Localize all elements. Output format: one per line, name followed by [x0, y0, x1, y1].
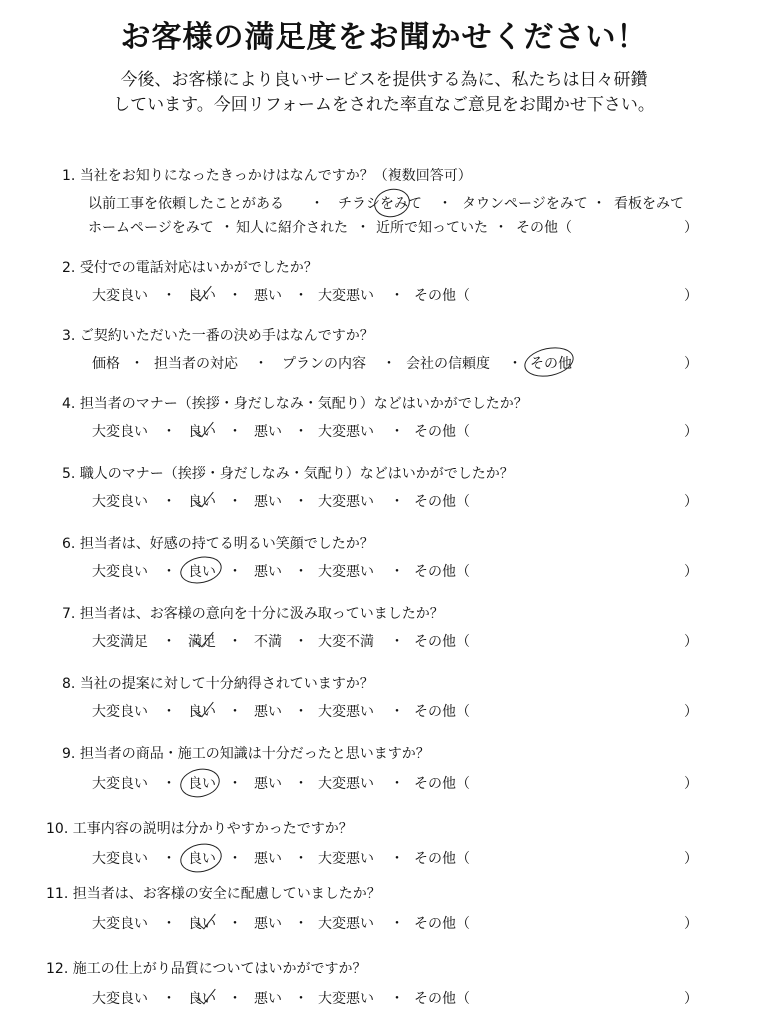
close-paren: ） — [684, 704, 698, 720]
question-number: 7. — [62, 606, 76, 622]
option-very-good[interactable]: 大変良い — [92, 776, 148, 792]
option-good[interactable]: 良い — [188, 424, 216, 440]
separator: ・ — [438, 196, 452, 212]
option-other[interactable]: その他 — [530, 356, 572, 372]
option-plan-content[interactable]: プランの内容 — [282, 356, 366, 372]
question-label: 当社の提案に対して十分納得されていますか？ — [79, 676, 374, 692]
close-paren: ） — [684, 634, 698, 650]
option-line — [0, 701, 768, 723]
option-good[interactable]: 良い — [188, 704, 216, 720]
close-paren: ） — [684, 220, 698, 236]
separator: ・ — [390, 424, 404, 440]
option-referral[interactable]: 知人に紹介された — [236, 220, 348, 236]
question-label: 担当者のマナー（挨拶・身だしなみ・気配り）などはいかがでしたか？ — [79, 396, 528, 412]
close-paren: ） — [684, 288, 698, 304]
separator: ・ — [390, 634, 404, 650]
option-other[interactable]: その他（ — [414, 916, 470, 932]
separator: ・ — [390, 851, 404, 867]
option-good[interactable]: 良い — [188, 916, 216, 932]
option-very-bad[interactable]: 大変悪い — [318, 916, 374, 932]
separator: ・ — [162, 634, 176, 650]
option-good[interactable]: 良い — [188, 851, 216, 867]
separator: ・ — [294, 916, 308, 932]
question-label: 当社をお知りになったきっかけはなんですか？（複数回答可） — [79, 168, 472, 184]
option-very-good[interactable]: 大変良い — [92, 916, 148, 932]
question-number: 2. — [62, 260, 76, 276]
close-paren: ） — [684, 564, 698, 580]
question-text — [46, 818, 353, 838]
option-other[interactable]: その他（ — [414, 564, 470, 580]
separator: ・ — [592, 196, 606, 212]
separator: ・ — [162, 288, 176, 304]
question-label: 職人のマナー（挨拶・身だしなみ・気配り）などはいかがでしたか？ — [79, 466, 514, 482]
option-bad[interactable]: 悪い — [254, 704, 282, 720]
page-title: お客様の満足度をお聞かせください！ — [120, 20, 648, 55]
separator: ・ — [294, 288, 308, 304]
separator: ・ — [228, 564, 242, 580]
separator: ・ — [294, 776, 308, 792]
close-paren: ） — [684, 356, 698, 372]
separator: ・ — [162, 916, 176, 932]
close-paren: ） — [684, 424, 698, 440]
question-text — [62, 165, 472, 185]
option-very-good[interactable]: 大変良い — [92, 288, 148, 304]
separator: ・ — [162, 494, 176, 510]
option-bad[interactable]: 悪い — [254, 424, 282, 440]
question-label: 工事内容の説明は分かりやすかったですか？ — [72, 821, 353, 837]
intro-line-2: しています。今回リフォームをされた率直なご意見をお聞かせ下さい。 — [113, 95, 655, 115]
option-signboard[interactable]: 看板をみて — [614, 196, 684, 212]
option-very-bad[interactable]: 大変悪い — [318, 288, 374, 304]
option-line — [0, 988, 768, 1010]
separator: ・ — [162, 704, 176, 720]
option-line — [0, 773, 768, 795]
option-line — [0, 631, 768, 653]
question-label: 受付での電話対応はいかがでしたか？ — [79, 260, 318, 276]
option-bad[interactable]: 悪い — [254, 776, 282, 792]
option-price[interactable]: 価格 — [92, 356, 120, 372]
separator: ・ — [130, 356, 144, 372]
question-number: 6. — [62, 536, 76, 552]
option-previous-work[interactable]: 以前工事を依頼したことがある — [88, 196, 284, 212]
separator: ・ — [294, 634, 308, 650]
option-good[interactable]: 良い — [188, 564, 216, 580]
separator: ・ — [382, 356, 396, 372]
option-other[interactable]: その他（ — [414, 776, 470, 792]
question-number: 1. — [62, 168, 76, 184]
question-number: 4. — [62, 396, 76, 412]
option-very-good[interactable]: 大変良い — [92, 494, 148, 510]
separator: ・ — [494, 220, 508, 236]
option-other[interactable]: その他（ — [414, 288, 470, 304]
option-dissatisfied[interactable]: 不満 — [254, 634, 282, 650]
separator: ・ — [310, 196, 324, 212]
separator: ・ — [390, 991, 404, 1007]
option-good[interactable]: 良い — [188, 288, 216, 304]
option-very-bad[interactable]: 大変悪い — [318, 991, 374, 1007]
separator: ・ — [390, 916, 404, 932]
option-very-good[interactable]: 大変良い — [92, 424, 148, 440]
option-line — [0, 913, 768, 935]
separator: ・ — [390, 704, 404, 720]
question-label: 担当者は、好感の持てる明るい笑顔でしたか？ — [79, 536, 374, 552]
option-very-bad[interactable]: 大変悪い — [318, 776, 374, 792]
option-line — [0, 353, 768, 375]
separator: ・ — [390, 494, 404, 510]
option-town-page[interactable]: タウンページをみて — [462, 196, 588, 212]
option-flyer[interactable]: チラシをみて — [338, 196, 422, 212]
close-paren: ） — [684, 851, 698, 867]
separator: ・ — [162, 424, 176, 440]
question-text — [62, 325, 374, 345]
separator: ・ — [228, 916, 242, 932]
separator: ・ — [228, 991, 242, 1007]
question-label: 担当者は、お客様の安全に配慮していましたか？ — [72, 886, 381, 902]
option-line — [0, 848, 768, 870]
question-number: 9. — [62, 746, 76, 762]
separator: ・ — [294, 704, 308, 720]
separator: ・ — [162, 776, 176, 792]
question-label: ご契約いただいた一番の決め手はなんですか？ — [79, 328, 374, 344]
separator: ・ — [390, 776, 404, 792]
option-very-good[interactable]: 大変良い — [92, 704, 148, 720]
separator: ・ — [228, 776, 242, 792]
option-very-bad[interactable]: 大変悪い — [318, 564, 374, 580]
separator: ・ — [228, 704, 242, 720]
question-number: 5. — [62, 466, 76, 482]
intro-line-1: 今後、お客様により良いサービスを提供する為に、私たちは日々研鑽 — [120, 70, 648, 90]
question-text — [62, 603, 444, 623]
close-paren: ） — [684, 776, 698, 792]
option-bad[interactable]: 悪い — [254, 991, 282, 1007]
separator: ・ — [356, 220, 370, 236]
separator: ・ — [254, 356, 268, 372]
question-text — [46, 958, 366, 978]
option-good[interactable]: 良い — [188, 991, 216, 1007]
option-staff-response[interactable]: 担当者の対応 — [154, 356, 238, 372]
separator: ・ — [228, 424, 242, 440]
question-number: 10. — [46, 821, 69, 837]
question-number: 11. — [46, 886, 69, 902]
option-line — [0, 491, 768, 513]
separator: ・ — [294, 494, 308, 510]
option-bad[interactable]: 悪い — [254, 288, 282, 304]
intro-text — [0, 68, 768, 118]
separator: ・ — [294, 424, 308, 440]
question-number: 12. — [46, 961, 69, 977]
option-line — [0, 561, 768, 583]
separator: ・ — [294, 991, 308, 1007]
option-neighborhood[interactable]: 近所で知っていた — [376, 220, 488, 236]
option-other[interactable]: その他（ — [516, 220, 572, 236]
option-line-1 — [0, 193, 768, 215]
option-other[interactable]: その他（ — [414, 991, 470, 1007]
question-number: 8. — [62, 676, 76, 692]
option-homepage[interactable]: ホームページをみて — [88, 220, 214, 236]
option-good[interactable]: 良い — [188, 494, 216, 510]
separator: ・ — [162, 851, 176, 867]
close-paren: ） — [684, 494, 698, 510]
option-very-dissatisfied[interactable]: 大変不満 — [318, 634, 374, 650]
option-other[interactable]: その他（ — [414, 424, 470, 440]
option-other[interactable]: その他（ — [414, 704, 470, 720]
separator: ・ — [220, 220, 234, 236]
option-other[interactable]: その他（ — [414, 494, 470, 510]
option-very-good[interactable]: 大変良い — [92, 564, 148, 580]
option-line — [0, 285, 768, 307]
question-number: 3. — [62, 328, 76, 344]
question-text — [46, 883, 381, 903]
close-paren: ） — [684, 991, 698, 1007]
separator: ・ — [294, 851, 308, 867]
separator: ・ — [228, 634, 242, 650]
separator: ・ — [228, 494, 242, 510]
option-very-bad[interactable]: 大変悪い — [318, 704, 374, 720]
separator: ・ — [294, 564, 308, 580]
option-other[interactable]: その他（ — [414, 851, 470, 867]
option-company-trust[interactable]: 会社の信頼度 — [406, 356, 490, 372]
option-bad[interactable]: 悪い — [254, 916, 282, 932]
option-bad[interactable]: 悪い — [254, 564, 282, 580]
option-very-bad[interactable]: 大変悪い — [318, 851, 374, 867]
option-very-bad[interactable]: 大変悪い — [318, 494, 374, 510]
question-text — [62, 393, 528, 413]
option-very-bad[interactable]: 大変悪い — [318, 424, 374, 440]
question-label: 担当者は、お客様の意向を十分に汲み取っていましたか？ — [79, 606, 444, 622]
separator: ・ — [228, 288, 242, 304]
option-line — [0, 421, 768, 443]
option-satisfied[interactable]: 満足 — [188, 634, 216, 650]
separator: ・ — [162, 991, 176, 1007]
separator: ・ — [390, 564, 404, 580]
option-very-good[interactable]: 大変良い — [92, 851, 148, 867]
close-paren: ） — [684, 916, 698, 932]
option-very-satisfied[interactable]: 大変満足 — [92, 634, 148, 650]
question-text — [62, 673, 374, 693]
question-text — [62, 257, 318, 277]
option-good[interactable]: 良い — [188, 776, 216, 792]
separator: ・ — [508, 356, 522, 372]
separator: ・ — [162, 564, 176, 580]
option-line-2 — [0, 217, 768, 239]
option-bad[interactable]: 悪い — [254, 494, 282, 510]
question-label: 担当者の商品・施工の知識は十分だったと思いますか？ — [79, 746, 430, 762]
option-bad[interactable]: 悪い — [254, 851, 282, 867]
question-text — [62, 463, 514, 483]
question-label: 施工の仕上がり品質についてはいかがですか？ — [72, 961, 367, 977]
question-text — [62, 743, 430, 763]
separator: ・ — [228, 851, 242, 867]
option-other[interactable]: その他（ — [414, 634, 470, 650]
option-very-good[interactable]: 大変良い — [92, 991, 148, 1007]
question-text — [62, 533, 374, 553]
separator: ・ — [390, 288, 404, 304]
